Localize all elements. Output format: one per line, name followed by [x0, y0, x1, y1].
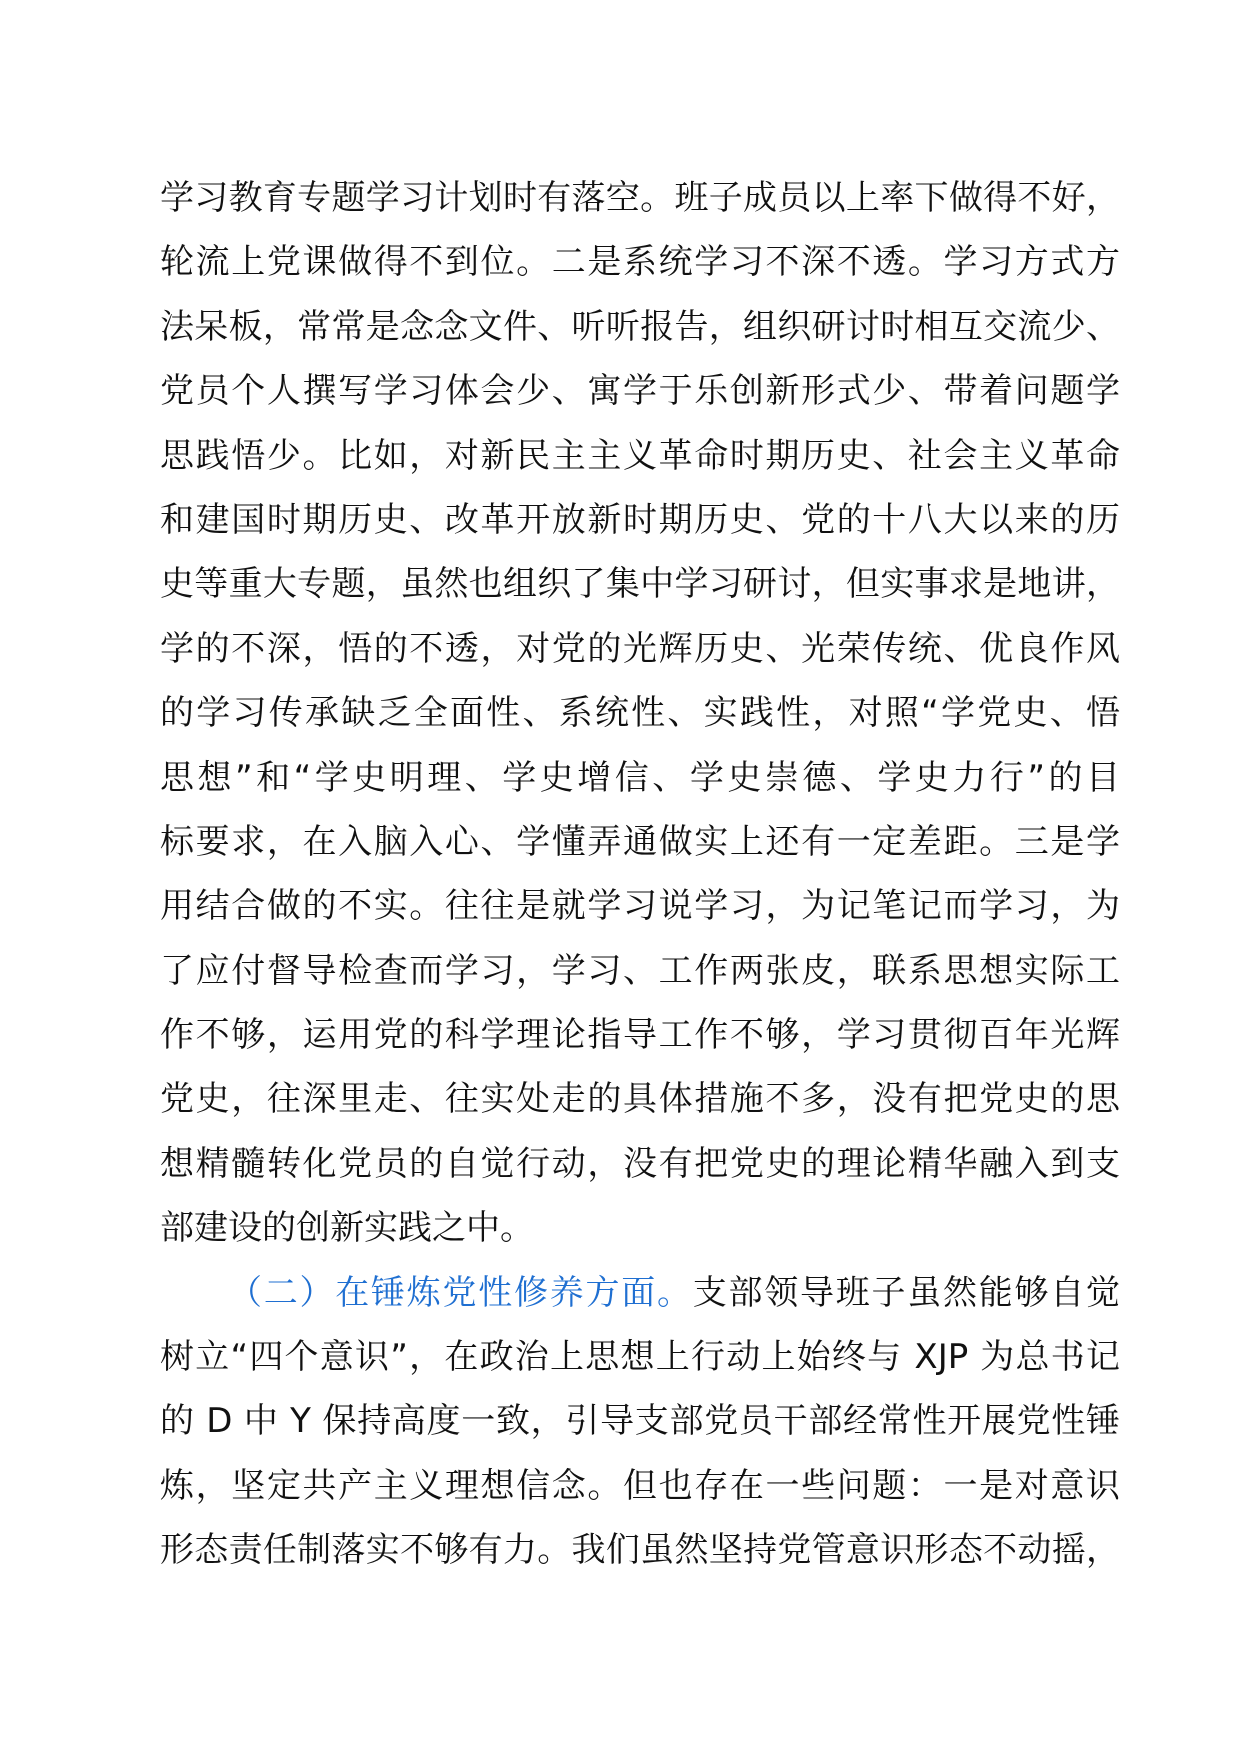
paragraph-line: 党史，往深里走、往实处走的具体措施不多，没有把党史的思 [160, 1079, 1120, 1120]
paragraph-line: 部建设的创新实践之中。 [160, 1208, 534, 1249]
body-text [160, 166, 1120, 1583]
paragraph-line: 学的不深，悟的不透，对党的光辉历史、光荣传统、优良作风 [160, 628, 1120, 669]
paragraph-line: 的 D 中 Y 保持高度一致，引导支部党员干部经常性开展党性锤 [160, 1401, 1120, 1442]
paragraph-line: 史等重大专题，虽然也组织了集中学习研讨，但实事求是地讲， [160, 564, 1120, 605]
paragraph-line: 思想”和“学史明理、学史增信、学史崇德、学史力行”的目 [160, 757, 1120, 798]
paragraph-line: 党员个人撰写学习体会少、寓学于乐创新形式少、带着问题学 [160, 371, 1120, 412]
paragraph-line: 形态责任制落实不够有力。我们虽然坚持党管意识形态不动摇， [160, 1530, 1120, 1571]
paragraph-line: 思践悟少。比如，对新民主主义革命时期历史、社会主义革命 [160, 435, 1120, 476]
paragraph-line: 了应付督导检查而学习，学习、工作两张皮，联系思想实际工 [160, 950, 1120, 991]
paragraph-line: 作不够，运用党的科学理论指导工作不够，学习贯彻百年光辉 [160, 1015, 1120, 1056]
paragraph-line: 树立“四个意识”，在政治上思想上行动上始终与 XJP 为总书记 [160, 1337, 1120, 1378]
paragraph-line: 用结合做的不实。往往是就学习说学习，为记笔记而学习，为 [160, 886, 1120, 927]
paragraph-line: 炼，坚定共产主义理想信念。但也存在一些问题：一是对意识 [160, 1465, 1120, 1506]
section-heading: （二）在锤炼党性修养方面。 [228, 1272, 693, 1313]
paragraph-line: 轮流上党课做得不到位。二是系统学习不深不透。学习方式方 [160, 242, 1120, 283]
paragraph-line: 法呆板，常常是念念文件、听听报告，组织研讨时相互交流少、 [160, 306, 1120, 347]
paragraph-line: 标要求，在入脑入心、学懂弄通做实上还有一定差距。三是学 [160, 821, 1120, 862]
heading-continuation: 支部领导班子虽然能够自觉 [692, 1272, 1120, 1313]
paragraph-line: 想精髓转化党员的自觉行动，没有把党史的理论精华融入到支 [160, 1143, 1120, 1184]
paragraph-line: 和建国时期历史、改革开放新时期历史、党的十八大以来的历 [160, 499, 1120, 540]
paragraph-line: 学习教育专题学习计划时有落空。班子成员以上率下做得不好， [160, 178, 1120, 218]
paragraph-line: 的学习传承缺乏全面性、系统性、实践性，对照“学党史、悟 [160, 693, 1120, 734]
paragraph-1 [160, 166, 1120, 1261]
paragraph-first-line [160, 1261, 1120, 1325]
paragraph-2 [160, 1261, 1120, 1583]
